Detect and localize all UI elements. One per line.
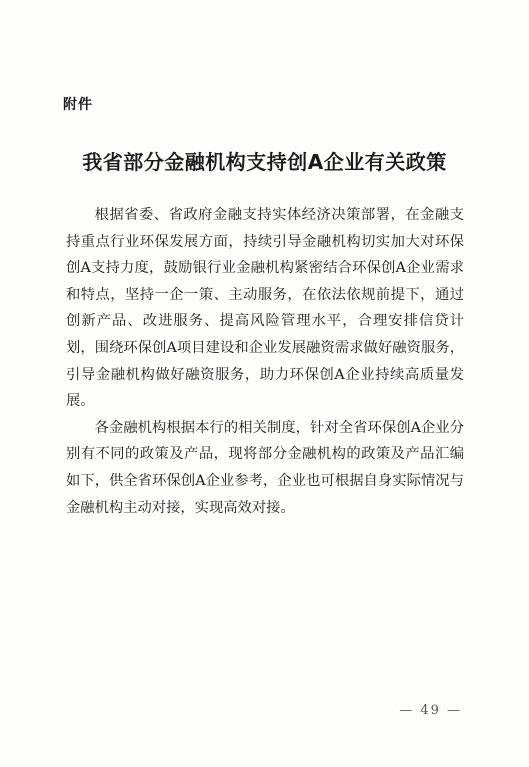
page-number: — 49 — bbox=[399, 703, 462, 718]
body-paragraph: 各金融机构根据本行的相关制度，针对全省环保创A企业分别有不同的政策及产品，现将部分金融机构的政策及产品汇编如下，供全省环保创A企业参考，企业也可根据自身实际情况与金融机构主动对接，实现高效对接。 bbox=[66, 419, 464, 516]
document-body bbox=[66, 202, 464, 521]
document-title: 我省部分金融机构支持创A企业有关政策 bbox=[82, 150, 447, 174]
attachment-label: 附件 bbox=[63, 97, 93, 113]
body-paragraph: 根据省委、省政府金融支持实体经济决策部署，在金融支持重点行业环保发展方面，持续引导金融机构切实加大对环保创A支持力度，鼓励银行业金融机构紧密结合环保创A企业需求和特点，坚持一企一策、主动服务，在依法依规前提下，通过创新产品、改进服务、提高风险管理水平，合理安排信贷计划，围绕环保创A项目建设和企业发展融资需求做好融资服务，引导金融机构做好融资服务，助力环保创A企业持续高质量发展。 bbox=[66, 207, 464, 410]
